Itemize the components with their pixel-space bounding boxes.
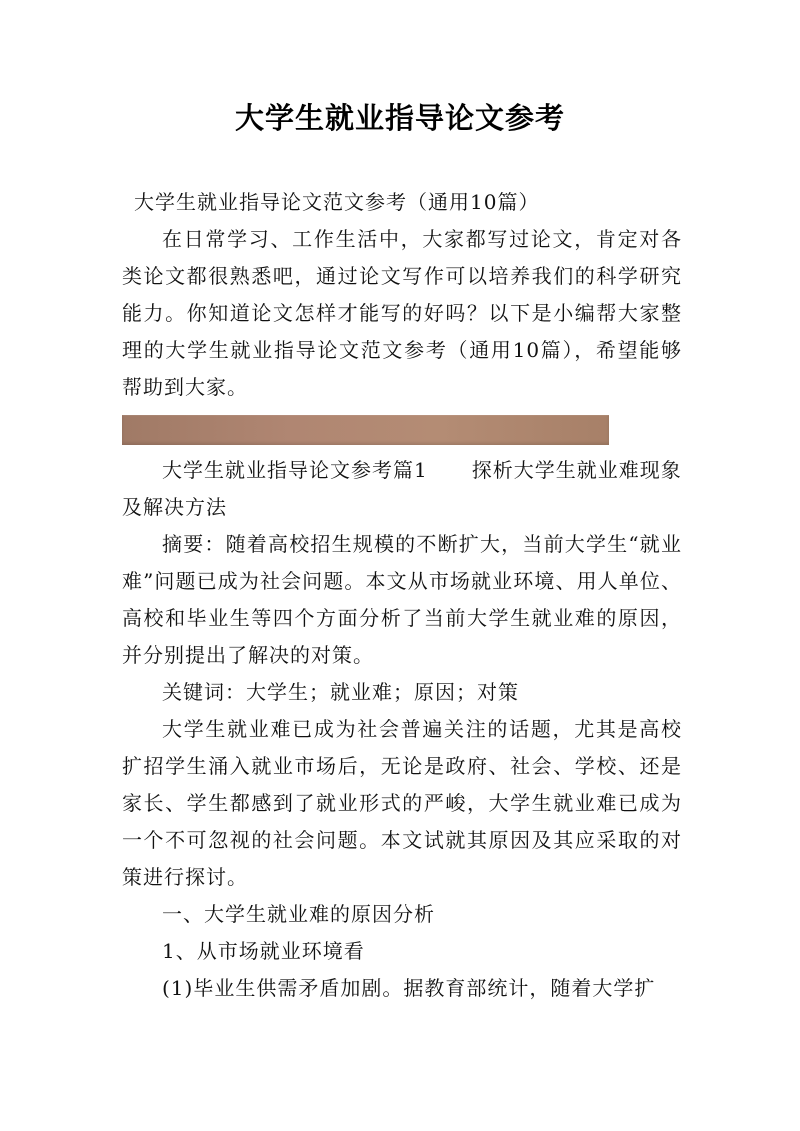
document-subtitle: 大学生就业指导论文范文参考（通用10篇） bbox=[134, 190, 540, 214]
section-heading: 一、大学生就业难的原因分析 bbox=[162, 902, 435, 926]
banner-image bbox=[122, 415, 609, 445]
body-paragraph: 大学生就业难已成为社会普遍关注的话题，尤其是高校扩招学生涌入就业市场后，无论是政府、社会、学校、还是家长、学生都感到了就业形式的严峻，大学生就业难已成为一个不可忽视的社会问题。本文试就其原因及其应采取的对策进行探讨。 bbox=[122, 717, 682, 889]
intro-paragraph: 在日常学习、工作生活中，大家都写过论文，肯定对各类论文都很熟悉吧，通过论文写作可以培养我们的科学研究能力。你知道论文怎样才能写的好吗？以下是小编帮大家整理的大学生就业指导论文范文参考（通用10篇），希望能够帮助到大家。 bbox=[122, 227, 682, 399]
article-heading bbox=[122, 452, 682, 526]
document-title: 大学生就业指导论文参考 bbox=[234, 101, 565, 135]
article-label: 大学生就业指导论文参考篇1 bbox=[162, 458, 428, 482]
document-body bbox=[122, 184, 682, 1007]
keywords-line: 关键词：大学生；就业难；原因；对策 bbox=[162, 680, 519, 704]
abstract-paragraph: 摘要：随着高校招生规模的不断扩大，当前大学生“就业难”问题已成为社会问题。本文从市场就业环境、用人单位、高校和毕业生等四个方面分析了当前大学生就业难的原因，并分别提出了解决的对策。 bbox=[122, 532, 682, 667]
article-heading-text: 探析大学生就业难现象及解决方法 bbox=[122, 458, 682, 519]
list-item: (1)毕业生供需矛盾加剧。据教育部统计，随着大学扩 bbox=[162, 976, 656, 1000]
subsection-heading: 1、从市场就业环境看 bbox=[162, 939, 365, 963]
